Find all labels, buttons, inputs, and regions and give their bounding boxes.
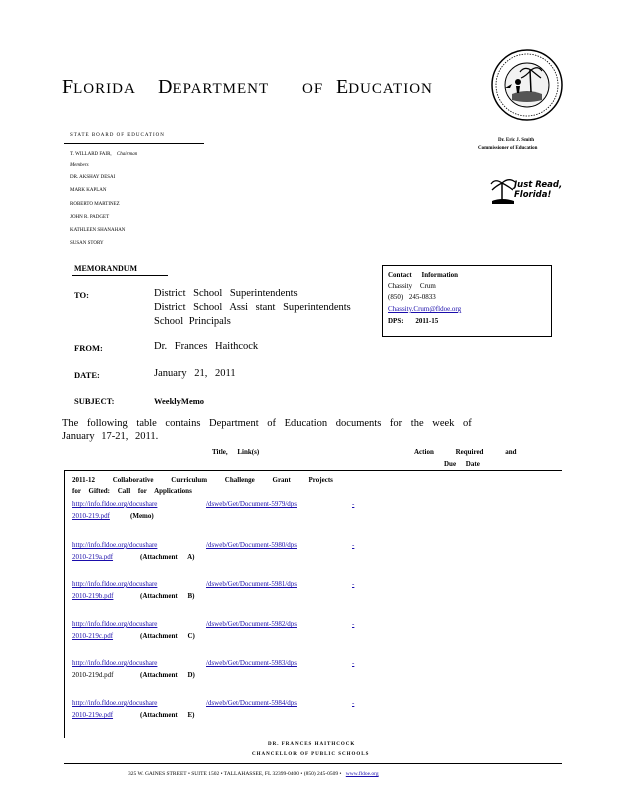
footer-website-link[interactable]: www.fldoe.org xyxy=(345,771,379,777)
document-link[interactable]: - xyxy=(352,541,355,549)
board-chair-line xyxy=(70,152,137,157)
dps-value: 2011-15 xyxy=(415,317,439,325)
memo-heading: MEMORANDUM xyxy=(74,264,138,273)
board-rule xyxy=(64,143,204,144)
document-link-row xyxy=(72,699,362,723)
department-title xyxy=(62,76,442,102)
board-chair-role: Chairman xyxy=(116,152,138,157)
contact-box xyxy=(382,265,552,337)
title-rest-1: LORIDA xyxy=(73,81,136,97)
intro-line-1: The following table contains Department of Education documents for the week of xyxy=(62,418,472,429)
intro-line-2: January 17-21, 2011. xyxy=(62,431,159,442)
document-note: (Attachment B) xyxy=(140,592,195,600)
document-link[interactable]: http://info.fldoe.org/docushare xyxy=(72,699,158,707)
document-link[interactable]: 2010-219b.pdf xyxy=(72,592,114,600)
document-link[interactable]: 2010-219a.pdf xyxy=(72,553,114,561)
document-note: (Attachment C) xyxy=(140,632,195,640)
from-label: FROM: xyxy=(74,343,103,353)
col2-header-2: Due Date xyxy=(444,460,480,468)
document-link[interactable]: http://info.fldoe.org/docushare xyxy=(72,500,158,508)
to-label: TO: xyxy=(74,290,89,300)
document-link[interactable]: - xyxy=(352,699,355,707)
document-link[interactable]: 2010-219.pdf xyxy=(72,512,110,520)
document-link[interactable]: - xyxy=(352,500,355,508)
document-link-row xyxy=(72,659,362,683)
footer-rule xyxy=(64,763,562,764)
document-link[interactable]: /dsweb/Get/Document-5981/dps xyxy=(206,580,297,588)
board-members-label: Members xyxy=(70,163,89,168)
document-link-row xyxy=(72,580,362,604)
contact-email-link[interactable]: Chassity.Crum@fldoe.org xyxy=(388,305,462,313)
document-link-row xyxy=(72,541,362,565)
title-cap-2: D xyxy=(158,76,173,98)
dps-label: DPS: xyxy=(388,317,404,325)
document-link[interactable]: /dsweb/Get/Document-5982/dps xyxy=(206,620,297,628)
footer-address-line xyxy=(128,771,379,777)
board-member: JOHN R. PADGET xyxy=(70,215,110,220)
title-cap-4: E xyxy=(336,76,349,98)
from-value: Dr. Frances Haithcock xyxy=(154,341,259,352)
subject-label: SUBJECT: xyxy=(74,396,115,406)
to-line: School Principals xyxy=(154,316,231,327)
commissioner-name: Dr. Eric J. Smith xyxy=(498,138,535,143)
table-rule-left xyxy=(64,470,65,738)
subject-value: WeeklyMemo xyxy=(154,396,205,406)
board-member: KATHLEEN SHANAHAN xyxy=(70,228,126,233)
contact-heading: Contact Information xyxy=(388,271,459,279)
footer-name: DR. FRANCES HAITHCOCK xyxy=(268,742,356,747)
document-link-text[interactable]: 2010-219d.pdf xyxy=(72,671,114,679)
document-link[interactable]: http://info.fldoe.org/docushare xyxy=(72,580,158,588)
item-title-1: 2011-12 Collaborative Curriculum Challenge Grant Projects xyxy=(72,476,333,484)
document-note: (Attachment E) xyxy=(140,711,195,719)
commissioner-title: Commissioner of Education xyxy=(478,146,538,151)
dps-line xyxy=(388,317,438,325)
document-link[interactable]: - xyxy=(352,659,355,667)
document-note: (Attachment D) xyxy=(140,671,195,679)
document-link[interactable]: 2010-219e.pdf xyxy=(72,711,114,719)
title-cap-1: F xyxy=(62,76,74,98)
document-link[interactable]: http://info.fldoe.org/docushare xyxy=(72,620,158,628)
board-member: ROBERTO MARTINEZ xyxy=(70,202,120,207)
date-label: DATE: xyxy=(74,370,100,380)
footer-title: CHANCELLOR OF PUBLIC SCHOOLS xyxy=(252,752,370,757)
state-seal-icon xyxy=(490,48,564,122)
table-rule-top xyxy=(64,470,562,471)
footer-address: 325 W. GAINES STREET • SUITE 1502 • TALLAHASSEE, FL 32399-0400 • (850) 245-0509 • xyxy=(128,771,342,777)
logo-text: Just Read, Florida! xyxy=(514,180,563,200)
document-link[interactable]: 2010-219c.pdf xyxy=(72,632,114,640)
document-link[interactable]: /dsweb/Get/Document-5980/dps xyxy=(206,541,297,549)
document-link[interactable]: /dsweb/Get/Document-5984/dps xyxy=(206,699,297,707)
title-rest-3: OF xyxy=(302,81,324,97)
document-link-row xyxy=(72,620,362,644)
board-member: MARK KAPLAN xyxy=(70,188,107,193)
document-link[interactable]: http://info.fldoe.org/docushare xyxy=(72,541,158,549)
board-chair: T. WILLARD FAIR, xyxy=(70,152,112,157)
board-member: SUSAN STORY xyxy=(70,241,104,246)
item-title-2: for Gifted: Call for Applications xyxy=(72,487,192,495)
just-read-florida-logo xyxy=(490,175,570,207)
contact-name: Chassity Crum xyxy=(388,282,436,290)
to-line: District School Superintendents xyxy=(154,288,298,299)
document-link[interactable]: /dsweb/Get/Document-5979/dps xyxy=(206,500,297,508)
title-rest-2: EPARTMENT xyxy=(172,81,270,97)
board-heading: STATE BOARD OF EDUCATION xyxy=(70,133,165,138)
document-link[interactable]: - xyxy=(352,620,355,628)
memo-heading-rule xyxy=(72,275,168,276)
title-rest-4: DUCATION xyxy=(348,81,433,97)
document-link[interactable]: /dsweb/Get/Document-5983/dps xyxy=(206,659,297,667)
board-member: DR. AKSHAY DESAI xyxy=(70,175,116,180)
document-link-row xyxy=(72,500,362,524)
date-value: January 21, 2011 xyxy=(154,368,236,379)
document-note: (Attachment A) xyxy=(140,553,195,561)
document-link[interactable]: http://info.fldoe.org/docushare xyxy=(72,659,158,667)
document-link[interactable]: - xyxy=(352,580,355,588)
to-line: District School Assi stant Superintendents xyxy=(154,302,351,313)
contact-phone: (850) 245-0833 xyxy=(388,293,436,301)
col1-header: Title, Link(s) xyxy=(212,448,260,456)
col2-header-1: Action Required and xyxy=(414,448,517,456)
document-note: (Memo) xyxy=(130,512,154,520)
